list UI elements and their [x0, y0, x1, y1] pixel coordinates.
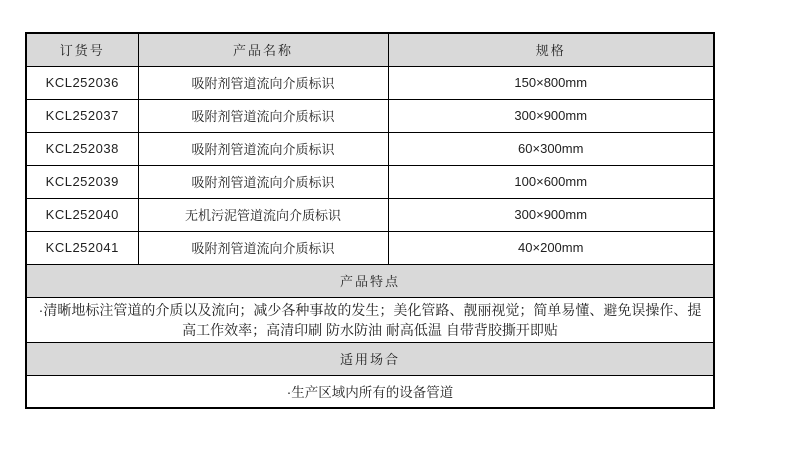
- product-name-cell: 吸附剂管道流向介质标识: [138, 231, 388, 264]
- column-header-order-no: 订货号: [26, 33, 138, 66]
- applicable-text-row: [26, 375, 714, 408]
- table-row: [26, 66, 714, 99]
- product-name-cell: 吸附剂管道流向介质标识: [138, 165, 388, 198]
- product-name-cell: 吸附剂管道流向介质标识: [138, 99, 388, 132]
- product-spec-table: [25, 32, 715, 409]
- table-row: [26, 231, 714, 264]
- applicable-section-title: 适用场合: [26, 342, 714, 375]
- order-no-cell: KCL252040: [26, 198, 138, 231]
- features-text: ·清晰地标注管道的介质以及流向；减少各种事故的发生；美化管路、靓丽视觉；简单易懂、避免误操作、提高工作效率；高清印刷 防水防油 耐高低温 自带背胶撕开即贴: [26, 297, 714, 342]
- table-row: [26, 99, 714, 132]
- spec-cell: 60×300mm: [388, 132, 714, 165]
- spec-cell: 100×600mm: [388, 165, 714, 198]
- product-name-cell: 吸附剂管道流向介质标识: [138, 132, 388, 165]
- product-name-cell: 吸附剂管道流向介质标识: [138, 66, 388, 99]
- applicable-text: ·生产区域内所有的设备管道: [26, 375, 714, 408]
- spec-cell: 300×900mm: [388, 99, 714, 132]
- column-header-product-name: 产品名称: [138, 33, 388, 66]
- table-row: [26, 198, 714, 231]
- order-no-cell: KCL252039: [26, 165, 138, 198]
- product-name-cell: 无机污泥管道流向介质标识: [138, 198, 388, 231]
- order-no-cell: KCL252041: [26, 231, 138, 264]
- applicable-section-header-row: [26, 342, 714, 375]
- spec-cell: 40×200mm: [388, 231, 714, 264]
- table-header-row: [26, 33, 714, 66]
- spec-cell: 300×900mm: [388, 198, 714, 231]
- order-no-cell: KCL252038: [26, 132, 138, 165]
- order-no-cell: KCL252036: [26, 66, 138, 99]
- column-header-spec: 规格: [388, 33, 714, 66]
- features-text-row: [26, 297, 714, 342]
- table-row: [26, 165, 714, 198]
- features-section-header-row: [26, 264, 714, 297]
- features-section-title: 产品特点: [26, 264, 714, 297]
- order-no-cell: KCL252037: [26, 99, 138, 132]
- table-row: [26, 132, 714, 165]
- spec-cell: 150×800mm: [388, 66, 714, 99]
